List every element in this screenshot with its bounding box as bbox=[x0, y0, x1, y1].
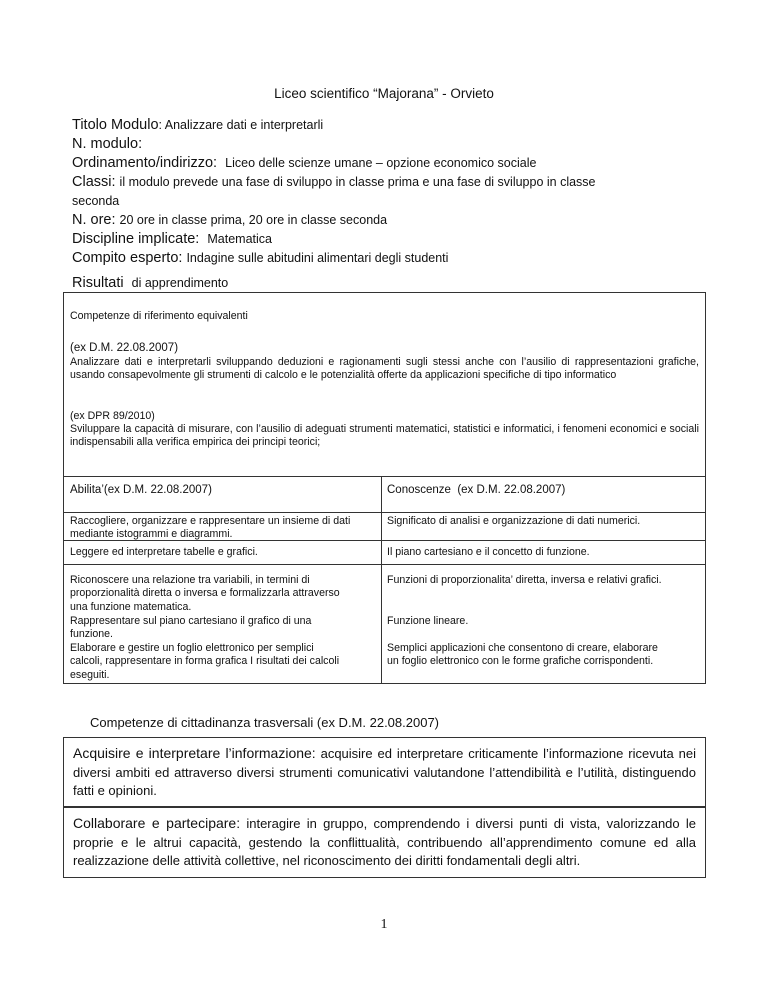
table-cell-conoscenze bbox=[387, 546, 590, 559]
table-column-divider bbox=[381, 476, 382, 684]
discipline-label: Discipline implicate: bbox=[72, 231, 200, 247]
discipline-line bbox=[72, 230, 272, 249]
ordinamento-label: Ordinamento/indirizzo: bbox=[72, 155, 218, 171]
module-title-label: Titolo Modulo bbox=[72, 117, 159, 133]
cell-line: Leggere ed interpretare tabelle e grafici. bbox=[70, 546, 258, 558]
ordinamento-line bbox=[72, 154, 536, 173]
table-cell-abilita bbox=[70, 515, 350, 542]
table-cell-abilita bbox=[70, 546, 258, 559]
cell-line: Elaborare e gestire un foglio elettronico per semplici bbox=[70, 642, 314, 654]
table-cell-conoscenze bbox=[387, 642, 658, 669]
compito-value: Indagine sulle abitudini alimentari degli studenti bbox=[186, 251, 449, 265]
cell-line: eseguiti. bbox=[70, 668, 110, 681]
classi-line bbox=[72, 173, 596, 192]
compito-label: Compito esperto: bbox=[72, 250, 183, 266]
competenze-text-1: Analizzare dati e interpretarli sviluppando deduzioni e ragionamenti sugli stessi anche con l’ausilio di rappresentazioni grafiche, usando consapevolmente gli strumenti di calcolo e le potenzialità offerte da applicazioni specifiche di tipo informatico bbox=[70, 356, 699, 382]
cell-line: Rappresentare sul piano cartesiano il grafico di una bbox=[70, 615, 312, 627]
cell-line: Semplici applicazioni che consentono di creare, elaborare bbox=[387, 642, 658, 654]
module-number-label: N. modulo: bbox=[72, 136, 143, 152]
classi-line-2 bbox=[72, 192, 119, 211]
cell-line: funzione. bbox=[70, 628, 113, 641]
ore-label: N. ore: bbox=[72, 212, 116, 228]
cittadinanza-title: Competenze di cittadinanza trasversali (ex D.M. 22.08.2007) bbox=[90, 715, 440, 730]
cittadinanza-box-2 bbox=[63, 807, 706, 878]
classi-value-2: seconda bbox=[72, 194, 120, 208]
ore-line bbox=[72, 211, 387, 230]
cell-line: calcoli, rappresentare in forma grafica I risultati dei calcoli bbox=[70, 655, 340, 668]
cell-line: Significato di analisi e organizzazione di dati numerici. bbox=[387, 515, 641, 527]
discipline-value: Matematica bbox=[207, 232, 272, 246]
cell-line: una funzione matematica. bbox=[70, 600, 192, 613]
table-cell-abilita bbox=[70, 574, 340, 614]
classi-label: Classi: bbox=[72, 174, 116, 190]
table-cell-abilita bbox=[70, 642, 339, 682]
module-title-value: : Analizzare dati e interpretarli bbox=[158, 118, 324, 132]
cittadinanza-item bbox=[73, 744, 696, 801]
classi-value-1: il modulo prevede una fase di sviluppo in classe prima e una fase di sviluppo in classe bbox=[119, 175, 596, 189]
table-row-border bbox=[64, 564, 705, 565]
cittadinanza-item-lead: Acquisire e interpretare l’informazione: bbox=[73, 745, 316, 761]
table-header-conoscenze: Conoscenze (ex D.M. 22.08.2007) bbox=[387, 484, 566, 496]
cittadinanza-item bbox=[73, 814, 696, 871]
ordinamento-value: Liceo delle scienze umane – opzione economico sociale bbox=[225, 156, 537, 170]
competenze-heading: Competenze di riferimento equivalenti bbox=[70, 310, 248, 322]
cell-line: Riconoscere una relazione tra variabili, in termini di bbox=[70, 574, 310, 586]
cittadinanza-item-lead: Collaborare e partecipare: bbox=[73, 815, 241, 831]
competenze-text-2: Sviluppare la capacità di misurare, con l’ausilio di adeguati strumenti matematici, statistici e informatici, i fenomeni economici e sociali indispensabili alla verifica empirica dei principi teorici; bbox=[70, 423, 699, 449]
school-title: Liceo scientifico “Majorana” - Orvieto bbox=[274, 86, 494, 101]
cittadinanza-item-text: acquisire ed interpretare criticamente l’informazione ricevuta nei diversi ambiti ed attraverso diversi strumenti comunicativi valutandone l’attendibilità e l’utilità, distinguendo fatti e opinioni. bbox=[73, 746, 696, 798]
module-title-line bbox=[72, 116, 323, 135]
risultati-heading bbox=[72, 275, 228, 291]
cell-line: proporzionalità diretta o inversa e formalizzarla attraverso bbox=[70, 587, 340, 600]
cell-line: Raccogliere, organizzare e rappresentare un insieme di dati bbox=[70, 515, 351, 527]
table-cell-abilita bbox=[70, 615, 311, 642]
cell-line: Funzione lineare. bbox=[387, 615, 469, 627]
table-header-abilita: Abilita’(ex D.M. 22.08.2007) bbox=[70, 484, 212, 496]
competenze-ref-1: (ex D.M. 22.08.2007) bbox=[70, 342, 179, 354]
ore-value: 20 ore in classe prima, 20 ore in classe seconda bbox=[119, 213, 388, 227]
risultati-label: Risultati bbox=[72, 275, 124, 291]
table-cell-conoscenze bbox=[387, 515, 640, 528]
competenze-ref-2: (ex DPR 89/2010) bbox=[70, 410, 155, 422]
table-top-border bbox=[64, 476, 705, 477]
cell-line: Funzioni di proporzionalita’ diretta, inversa e relativi grafici. bbox=[387, 574, 662, 586]
cittadinanza-item-text: interagire in gruppo, comprendendo i diversi punti di vista, valorizzando le proprie e le altrui capacità, gestendo la conflittualità, contribuendo all’apprendimento comune ed alla realizzazione delle attività collettive, nel riconoscimento dei diritti fondamentali degli altri. bbox=[73, 816, 696, 868]
table-header-border bbox=[64, 512, 705, 513]
cell-line: mediante istogrammi e diagrammi. bbox=[70, 528, 233, 541]
risultati-sub: di apprendimento bbox=[131, 276, 229, 290]
compito-line bbox=[72, 249, 448, 268]
page-number: 1 bbox=[380, 917, 388, 932]
cittadinanza-box-1 bbox=[63, 737, 706, 807]
competenze-box bbox=[63, 292, 706, 684]
cell-line: un foglio elettronico con le forme grafiche corrispondenti. bbox=[387, 655, 654, 668]
module-number-line bbox=[72, 135, 142, 154]
cell-line: Il piano cartesiano e il concetto di funzione. bbox=[387, 546, 590, 558]
table-cell-conoscenze bbox=[387, 574, 662, 587]
table-cell-conoscenze bbox=[387, 615, 468, 628]
